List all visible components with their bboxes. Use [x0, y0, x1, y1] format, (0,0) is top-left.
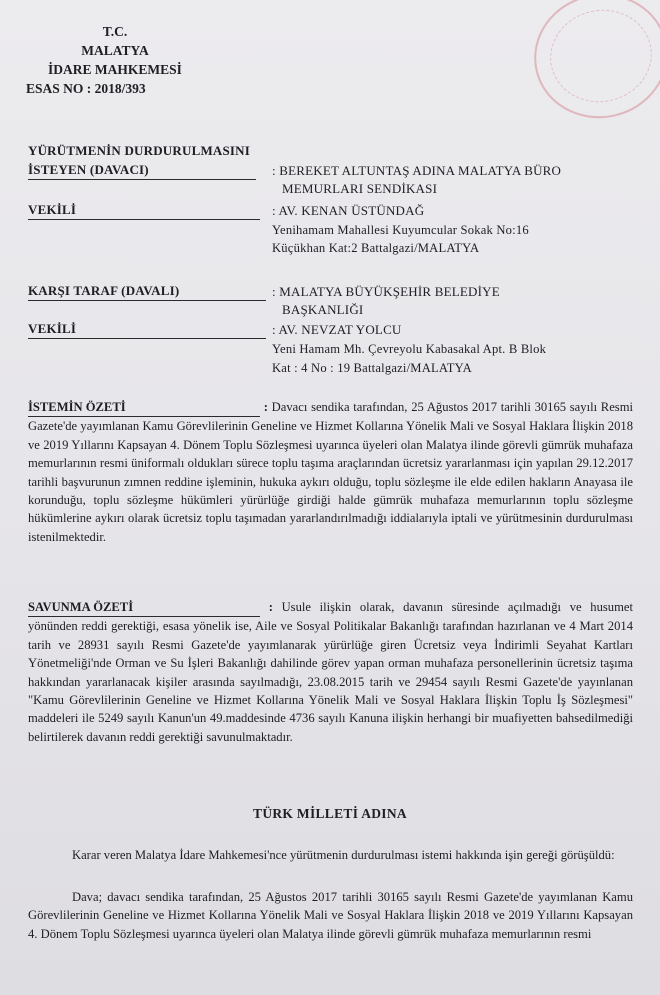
request-summary-label: İSTEMİN ÖZETİ	[28, 398, 260, 417]
defendant-value-2: BAŞKANLIĞI	[282, 302, 364, 317]
request-title: YÜRÜTMENİN DURDURULMASINI	[28, 143, 251, 158]
defendant-rep-address-1: Yeni Hamam Mh. Çevreyolu Kabasakal Apt. B Blok	[272, 342, 547, 356]
request-summary-colon: :	[263, 400, 268, 414]
defendant-label: KARŞI TARAF (DAVALI)	[28, 283, 266, 301]
plaintiff-rep-address-2: Küçükhan Kat:2 Battalgazi/MALATYA	[272, 241, 480, 255]
decision-paragraph: Karar veren Malatya İdare Mahkemesi'nce yürütmenin durdurulması istemi hakkında işin gereği görüşüldü:	[72, 848, 615, 862]
plaintiff-value-1: : BEREKET ALTUNTAŞ ADINA MALATYA BÜRO	[272, 163, 562, 178]
plaintiff-rep-label: VEKİLİ	[28, 202, 260, 220]
court-header	[26, 22, 200, 98]
defendant-rep-address-2: Kat : 4 No : 19 Battalgazi/MALATYA	[272, 361, 472, 375]
court-name: İDARE MAHKEMESİ	[48, 62, 182, 77]
defense-summary-text: Usule ilişkin olarak, davanın süresinde açılmadığı ve husumet yönünden reddi gerektiği, esasa yönelik ise, Aile ve Sosyal Politikalar Bakanlığı tarafından hazırlanan ve 4 Mart 2014 tarih ve 28931 sayılı Resmi Gazete'de yayımlanarak yürürlüğe giren Ücretsiz veya İndirimli Seyahat Kartları Yönetmeliği'nde Orman ve Su İşleri Bakanlığı dahilinde görev yapan orman muhafaza personellerinin ücretsiz taşıma hakkından yararlanacak kişiler arasında sayılmadığı, 23.08.2015 tarih ve 29454 sayılı Resmi Gazete'de yayınlanan "Kamu Görevlilerinin Geneline ve Hizmet Kollarına Yönelik Mali ve Sosyal Haklara İlişkin Toplu İş Sözleşmesi" maddeleri ile 5249 sayılı Kanun'un 49.maddesinde 4736 sayılı Kanuna ilişkin herhangi bir muafiyetten bahsedilmediği belirtilerek davanın reddi gerektiği savunulmaktadır.	[28, 600, 633, 744]
defense-summary-label: SAVUNMA ÖZETİ	[28, 598, 260, 617]
case-number: ESAS NO : 2018/393	[26, 81, 146, 96]
case-paragraph: Dava; davacı sendika tarafından, 25 Ağustos 2017 tarihli 30165 sayılı Resmi Gazete'de yayımlanan Kamu Görevlilerinin Geneline ve Hizmet Kollarına Yönelik Mali ve Sosyal Haklara İlişkin 2018 ve 2019 Yıllarını Kapsayan 4. Dönem Toplu Sözleşmesi uyarınca üyeleri olan Malatya ilinde görevli gümrük muhafaza memurlarının resmi	[28, 890, 633, 941]
defense-summary-colon: :	[268, 600, 273, 614]
defendant-value-1: : MALATYA BÜYÜKŞEHİR BELEDİYE	[272, 284, 500, 299]
plaintiff-rep-value: : AV. KENAN ÜSTÜNDAĞ	[272, 203, 425, 218]
plaintiff-rep-address-1: Yenihamam Mahallesi Kuyumcular Sokak No:16	[272, 223, 529, 237]
request-summary-text: Davacı sendika tarafından, 25 Ağustos 2017 tarihli 30165 sayılı Resmi Gazete'de yayımlanan Kamu Görevlilerinin Geneline ve Hizmet Kollarına Yönelik Mali ve Sosyal Haklara İlişkin 2018 ve 2019 Yıllarını Kapsayan 4. Dönem Toplu Sözleşmesi uyarınca üyeleri olan Malatya ilinde görevli gümrük muhafaza memurlarının resmi üniformalı oldukları sürece toplu taşıma araçlarından ücretsiz yararlanması için yapılan 29.12.2017 tarihli başvurunun zımnen reddine işleminin, hukuka aykırı olduğu, toplu sözleşme ile elde edilen hakların Anayasa ile korunduğu, toplu sözleşme hükümleri yürürlüğe girdiği halde gümrük muhafaza memurlarının toplu sözleşme hükümlerine aykırı olarak ücretsiz toplu taşımadan yararlandırılmadığı iddialarıyla iptali ve yürütmesinin durdurulması istenilmektedir.	[28, 400, 633, 544]
defense-summary-paragraph	[28, 598, 633, 746]
defendant-rep-label: VEKİLİ	[28, 321, 266, 339]
official-stamp-icon	[523, 0, 660, 131]
city-heading: MALATYA	[81, 43, 149, 58]
verdict-title: TÜRK MİLLETİ ADINA	[253, 806, 407, 821]
tc-heading: T.C.	[102, 24, 128, 39]
plaintiff-label: İSTEYEN (DAVACI)	[28, 162, 256, 180]
request-summary-paragraph	[28, 398, 633, 546]
defendant-rep-value: : AV. NEVZAT YOLCU	[272, 322, 402, 337]
plaintiff-value-2: MEMURLARI SENDİKASI	[282, 181, 438, 196]
